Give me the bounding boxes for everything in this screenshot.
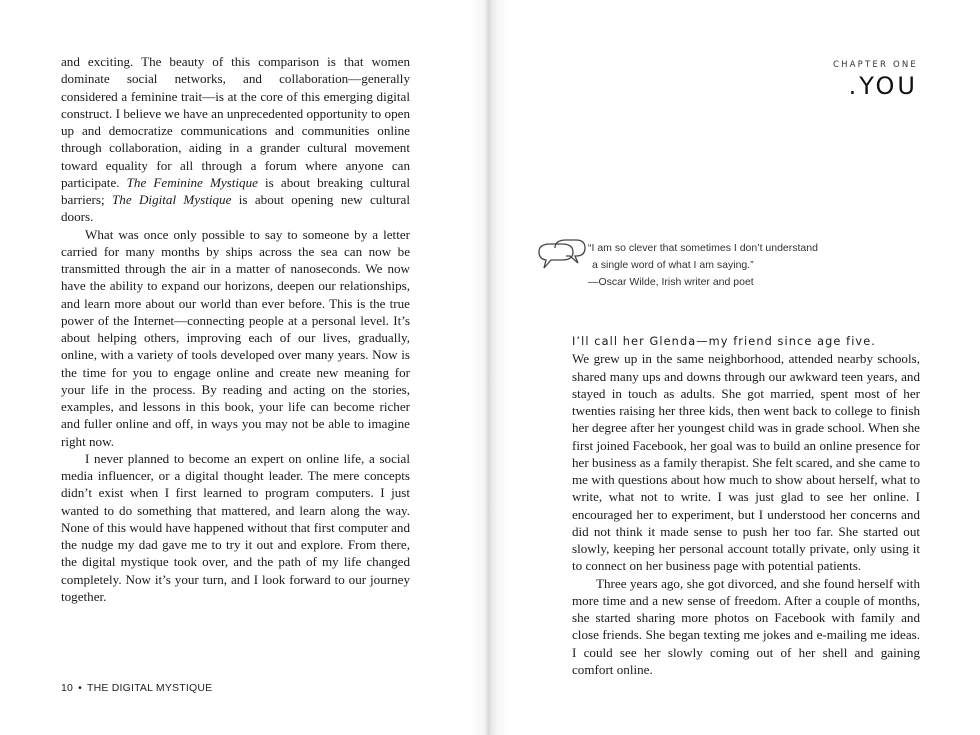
page-footer [61, 682, 212, 694]
text-run: What was once only possible to say to someone by a letter carried for many months by ships across the sea can now be transmitted through the air in a matter of nanoseconds. We now have the ability to expand our horizons, deepen our relationships, and learn more about our world than ever before. This is the true power of the Internet—connecting people at a personal level. It’s about helping others, improving each of our lives, gradually, online, with a variety of tools developed over many years. Now is the time for you to engage online and create new meaning for your life in the process. By reading and acting on the stories, examples, and lessons in this book, your life can become richer and fuller online and off, in ways you may not be able to imagine right now. [61, 226, 410, 449]
book-title-italic: The Digital Mystique [111, 192, 232, 207]
text-run: is about breaking cultural barriers; [61, 174, 410, 207]
chapter-title: .YOU [848, 72, 918, 100]
footer-separator: • [78, 682, 82, 694]
right-page [488, 0, 980, 735]
chapter-lead-in: I’ll call her Glenda—my friend since age five. [572, 335, 876, 348]
paragraph: Three years ago, she got divorced, and she found herself with more time and a new sense of freedom. After a couple of months, she started sharing more photos on Facebook with family and close friends. She began texting me jokes and e-mailing me ideas. I could see her slowly coming out of her shell and gaining comfort online. [572, 575, 920, 677]
left-page [0, 0, 488, 735]
quote-line: “I am so clever that sometimes I don’t understand [588, 242, 818, 254]
speech-bubbles-icon [536, 238, 586, 276]
text-run: I never planned to become an expert on online life, a social media influencer, or a digital thought leader. The mere concepts didn’t exist when I first learned to program computers. I just wanted to do something that mattered, and learn along the way. None of this would have happened without that first computer and the nudge my dad gave me to try it out and explore. From there, the digital mystique took over, and the path of my life changed completely. Now it’s your turn, and I look forward to our journey together. [61, 450, 410, 604]
text-run: is about opening new cultural doors. [61, 192, 410, 225]
running-title: THE DIGITAL MYSTIQUE [86, 682, 213, 694]
left-body-text [61, 53, 410, 605]
left-body [61, 53, 410, 605]
chapter-label: CHAPTER ONE [832, 60, 918, 70]
book-title-italic: The Feminine Mystique [126, 174, 258, 190]
epigraph-text [588, 240, 878, 292]
page-number: 10 [61, 682, 74, 694]
paragraph [61, 53, 410, 226]
text-run: and exciting. The beauty of this comparison is that women dominate social networks, and collaboration—generally considered a feminine trait—is at the core of this emerging digital construct. I believe we have an unprecedented opportunity to open up and democratize communications and communities online through collaboration, aiding in a grander cultural movement toward equality for all through a forum where anyone can participate. [61, 54, 410, 190]
paragraph [61, 450, 410, 605]
paragraph [61, 226, 410, 450]
right-body [572, 333, 920, 678]
quote-attribution: —Oscar Wilde, Irish writer and poet [588, 276, 754, 289]
right-body-text [572, 333, 920, 678]
paragraph: We grew up in the same neighborhood, attended nearby schools, shared many ups and downs through our awkward teen years, and stayed in touch as adults. She got married, spent most of her twenties raising her three kids, then went back to college to finish her degree after her youngest child was in grade school. When she first joined Facebook, her goal was to build an online presence for her business as a family therapist. She felt scared, and she came to me with questions about how much to show about herself, what to write, what not to write. I was just glad to see her online. I encouraged her to experiment, but I understood her concerns and did not think it made sense to push her too far. She started out slowly, keeping her personal account totally private, only using it to connect on her business page with potential patients. [572, 351, 920, 574]
quote-line: a single word of what I am saying.” [592, 259, 754, 272]
